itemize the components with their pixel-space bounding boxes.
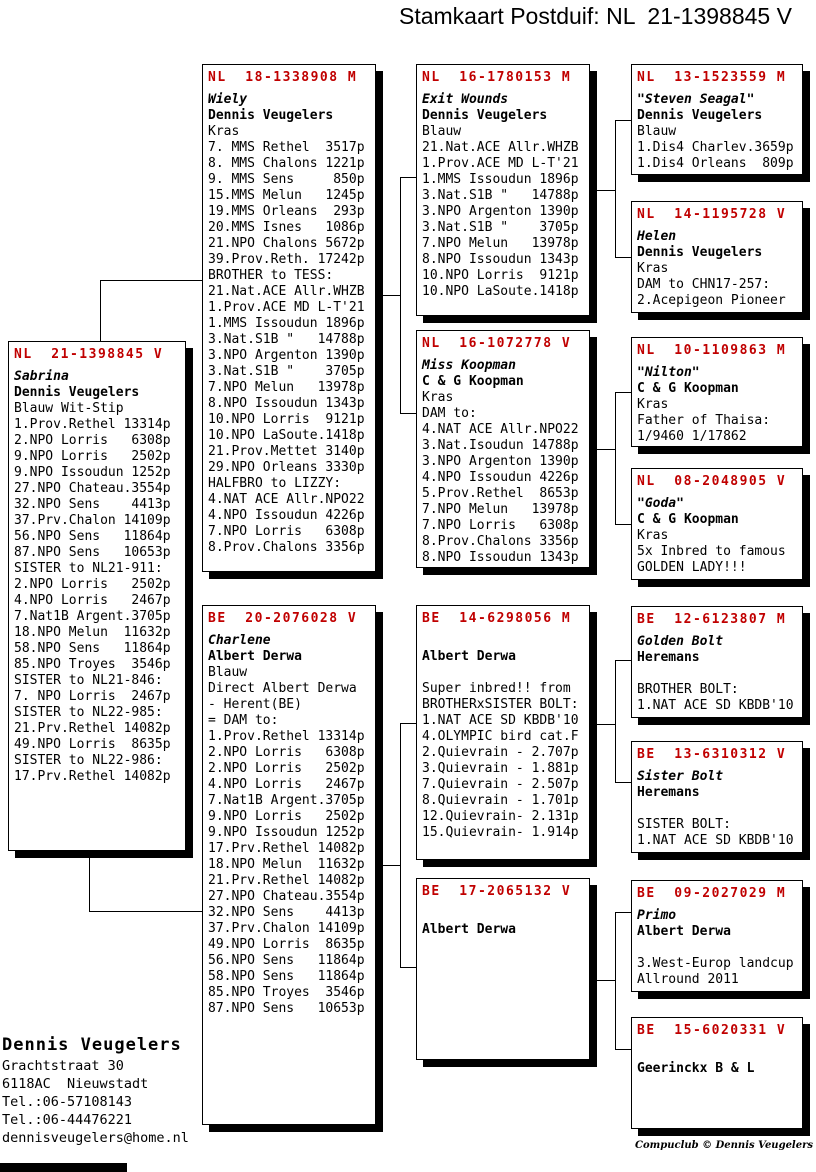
pedigree-box-dam-dam [416,878,590,1060]
pedigree-line: 4.NAT ACE Allr.NPO22 [422,422,579,437]
pedigree-line: 3.Quievrain - 1.881p [422,761,579,776]
connector-line [376,295,400,296]
pedigree-line: 1.NAT ACE SD KBDB'10 [637,833,794,848]
connector-line [615,660,616,783]
pedigree-line: Kras [637,528,669,543]
pedigree-line: 7.NPO Lorris 6308p [208,524,365,539]
pedigree-line: 21.Prv.Rethel 14082p [208,873,365,888]
pedigree-box-sire-sire [416,64,590,316]
pedigree-line: Kras [637,397,669,412]
pedigree-box-sire-dam [416,330,590,568]
ring-number: NL 13-1523559 M [637,70,787,85]
pedigree-line: SISTER BOLT: [637,817,731,832]
pedigree-line: 3.Nat.Isoudun 14788p [422,438,579,453]
pedigree-line: 15.MMS Melun 1245p [208,188,365,203]
pedigree-box-ds-dam [631,741,803,853]
pedigree-line: 8.NPO Issoudun 1343p [208,396,365,411]
pedigree-line: 49.NPO Lorris 8635p [208,937,365,952]
page-title: Stamkaart Postduif: NL 21-1398845 V [399,3,792,29]
pigeon-owner: Heremans [637,650,700,665]
pedigree-line: 7. MMS Rethel 3517p [208,140,365,155]
pigeon-name: Golden Bolt [637,634,724,649]
pedigree-line: 5.Prov.Rethel 8653p [422,486,579,501]
pigeon-owner: Dennis Veugelers [14,385,140,400]
pedigree-line: 32.NPO Sens 4413p [208,905,365,920]
pedigree-line: 4.NPO Issoudun 4226p [422,470,579,485]
pigeon-name: Primo [637,908,677,923]
pedigree-line: 27.NPO Chateau.3554p [14,481,171,496]
pedigree-line: SISTER to NL22-985: [14,705,163,720]
pigeon-owner: Albert Derwa [208,649,302,664]
connector-line [615,257,631,258]
pedigree-line: 3.Nat.S1B " 14788p [422,188,579,203]
ring-number: NL 14-1195728 V [637,207,787,222]
pedigree-line: 9.NPO Issoudun 1252p [208,825,365,840]
contact-line: Tel.:06-57108143 [2,1094,133,1110]
pedigree-line: 7.NPO Melun 13978p [422,236,579,251]
connector-line [615,912,631,913]
pedigree-line: Blauw Wit-Stip [14,401,124,416]
pedigree-line: 1.Prov.ACE MD L-T'21 [422,156,579,171]
pedigree-line: 1/9460 1/17862 [637,429,747,444]
pedigree-line: 56.NPO Sens 11864p [14,529,171,544]
pedigree-line: 9.NPO Lorris 2502p [208,809,365,824]
pedigree-line [637,801,797,817]
connector-line [590,449,615,450]
pedigree-line: 7.NPO Lorris 6308p [422,518,579,533]
ring-number: NL 16-1072778 V [422,336,572,351]
pedigree-line: 21.NPO Chalons 5672p [208,236,365,251]
ring-number: NL 21-1398845 V [14,347,164,362]
connector-line [615,1049,631,1050]
pedigree-line: 10.NPO LaSoute.1418p [422,284,579,299]
pedigree-line: 1.NAT ACE SD KBDB'10 [422,713,579,728]
pedigree-line: 21.Nat.ACE Allr.WHZB [208,284,365,299]
pigeon-name [422,906,584,922]
pedigree-line: 5x Inbred to famous [637,544,786,559]
pedigree-line: Blauw [637,124,677,139]
connector-line [615,912,616,1050]
pedigree-line: SISTER to NL21-911: [14,561,163,576]
connector-line [400,967,416,968]
pedigree-line: Kras [637,261,669,276]
connector-line [590,190,615,191]
pedigree-box-ss-dam [631,201,803,313]
ring-number: BE 12-6123807 M [637,612,787,627]
pigeon-owner: Albert Derwa [422,649,516,664]
pedigree-line: 87.NPO Sens 10653p [14,545,171,560]
pigeon-owner: Albert Derwa [637,924,731,939]
ring-number: BE 13-6310312 V [637,747,787,762]
pedigree-line: Kras [208,124,240,139]
pedigree-line: Blauw [208,665,248,680]
pedigree-line: 1.Prov.Rethel 13314p [14,417,171,432]
pigeon-name: "Nilton" [637,365,700,380]
connector-line [615,660,631,661]
contact-line: dennisveugelers@home.nl [2,1130,189,1146]
pedigree-line: 32.NPO Sens 4413p [14,497,171,512]
connector-line [376,865,400,866]
connector-line [100,280,101,341]
pedigree-line: Direct Albert Derwa [208,681,357,696]
pedigree-line: 85.NPO Troyes 3546p [208,985,365,1000]
pedigree-line: 1.Dis4 Orleans 809p [637,156,794,171]
pedigree-line: 4.NAT ACE Allr.NPO22 [208,492,365,507]
pigeon-owner: C & G Koopman [637,512,739,527]
pedigree-line: 20.MMS Isnes 1086p [208,220,365,235]
pigeon-owner: Dennis Veugelers [637,108,763,123]
pedigree-line: 1.Prov.ACE MD L-T'21 [208,300,365,315]
pigeon-owner: Dennis Veugelers [422,108,548,123]
pedigree-line: 21.Prv.Rethel 14082p [14,721,171,736]
pedigree-box-sire [202,64,376,572]
connector-line [590,724,615,725]
pedigree-line: 3.NPO Argenton 1390p [208,348,365,363]
pedigree-line: BROTHER to TESS: [208,268,334,283]
pedigree-line: 2.NPO Lorris 2502p [208,761,365,776]
connector-line [615,392,631,393]
pedigree-line: Allround 2011 [637,972,739,987]
pedigree-line: BROTHER BOLT: [637,682,739,697]
ring-number: BE 15-6020331 V [637,1023,787,1038]
pedigree-line [637,666,797,682]
ring-number: BE 20-2076028 V [208,611,358,626]
pedigree-box-dd-dam [631,1017,803,1129]
pigeon-owner: Albert Derwa [422,922,516,937]
pedigree-line: 2.NPO Lorris 6308p [14,433,171,448]
pedigree-line: 10.NPO Lorris 9121p [208,412,365,427]
pedigree-line: = DAM to: [208,713,279,728]
pedigree-box-subject [8,341,186,851]
pedigree-line: 27.NPO Chateau.3554p [208,889,365,904]
pedigree-line: 39.Prov.Reth. 17242p [208,252,365,267]
pigeon-owner: Heremans [637,785,700,800]
ring-number: BE 14-6298056 M [422,611,572,626]
contact-line: Tel.:06-44476221 [2,1112,133,1128]
pedigree-line: 7.Nat1B Argent.3705p [14,609,171,624]
pedigree-line: Blauw [422,124,462,139]
ring-number: NL 18-1338908 M [208,70,358,85]
pedigree-line: 3.Nat.S1B " 3705p [208,364,365,379]
pedigree-line: 7.Nat1B Argent.3705p [208,793,365,808]
pedigree-box-ds-sire [631,606,803,718]
pedigree-line: 4.NPO Lorris 2467p [208,777,365,792]
pedigree-line: 3.NPO Argenton 1390p [422,204,579,219]
pigeon-name: Wiely [208,92,248,107]
pedigree-box-sd-sire [631,337,803,447]
pedigree-line: 10.NPO LaSoute.1418p [208,428,365,443]
pedigree-line: 9.NPO Issoudun 1252p [14,465,171,480]
pedigree-line: DAM to: [422,406,477,421]
ring-number: BE 17-2065132 V [422,884,572,899]
pigeon-name: Exit Wounds [422,92,509,107]
connector-line [615,524,631,525]
pigeon-name: Miss Koopman [422,358,516,373]
connector-line [615,392,616,525]
pedigree-line: 8.NPO Issoudun 1343p [422,252,579,267]
pigeon-owner: Dennis Veugelers [637,245,763,260]
pedigree-line: 18.NPO Melun 11632p [208,857,365,872]
connector-line [615,120,631,121]
pigeon-owner: C & G Koopman [422,374,524,389]
pigeon-name: Helen [637,229,677,244]
pedigree-box-dam [202,605,376,1125]
pedigree-line: 85.NPO Troyes 3546p [14,657,171,672]
pedigree-line: Father of Thaisa: [637,413,771,428]
pedigree-line: - Herent(BE) [208,697,302,712]
pedigree-line: 1.MMS Issoudun 1896p [208,316,365,331]
pedigree-line: 58.NPO Sens 11864p [208,969,365,984]
pedigree-line: 3.Nat.S1B " 3705p [422,220,579,235]
pedigree-line: SISTER to NL22-986: [14,753,163,768]
pedigree-line: 2.NPO Lorris 6308p [208,745,365,760]
pedigree-line: 7.Quievrain - 2.507p [422,777,579,792]
pigeon-owner: Geerinckx B & L [637,1061,755,1076]
pedigree-line: 1.MMS Issoudun 1896p [422,172,579,187]
connector-line [400,177,401,414]
pedigree-line: DAM to CHN17-257: [637,277,771,292]
connector-line [400,413,416,414]
pedigree-line [422,665,584,681]
pedigree-line: 9. MMS Sens 850p [208,172,365,187]
pedigree-line: 49.NPO Lorris 8635p [14,737,171,752]
pedigree-line: 7. NPO Lorris 2467p [14,689,171,704]
connector-line [615,782,631,783]
pedigree-box-ss-sire [631,64,803,175]
ring-number: NL 08-2048905 V [637,474,787,489]
pedigree-line: 8.Quievrain - 1.701p [422,793,579,808]
connector-line [89,851,90,911]
pedigree-line [637,940,797,956]
pedigree-line: 7.NPO Melun 13978p [208,380,365,395]
pedigree-line: 1.Dis4 Charlev.3659p [637,140,794,155]
pedigree-line: 15.Quievrain- 1.914p [422,825,579,840]
pedigree-box-sd-dam [631,468,803,580]
pedigree-line: 2.Acepigeon Pioneer [637,293,786,308]
connector-line [400,723,401,968]
pedigree-line: HALFBRO to LIZZY: [208,476,342,491]
pedigree-line: BROTHERxSISTER BOLT: [422,697,579,712]
pedigree-line: 2.Quievrain - 2.707p [422,745,579,760]
pedigree-line: 8.NPO Issoudun 1343p [422,550,579,565]
pigeon-name: Sabrina [14,369,69,384]
pedigree-line: 12.Quievrain- 2.131p [422,809,579,824]
connector-line [400,177,416,178]
pedigree-line: 17.Prv.Rethel 14082p [208,841,365,856]
pedigree-line: 4.OLYMPIC bird cat.F [422,729,579,744]
pedigree-line: 1.NAT ACE SD KBDB'10 [637,698,794,713]
pigeon-name [422,633,584,649]
pedigree-line: Super inbred!! from [422,681,571,696]
pedigree-line: 4.NPO Issoudun 4226p [208,508,365,523]
pedigree-line: 4.NPO Lorris 2467p [14,593,171,608]
connector-line [100,280,202,281]
pigeon-name: "Steven Seagal" [637,92,755,107]
bottom-bar [0,1163,127,1172]
pigeon-owner: C & G Koopman [637,381,739,396]
pedigree-line: 17.Prv.Rethel 14082p [14,769,171,784]
pedigree-line: 87.NPO Sens 10653p [208,1001,365,1016]
pedigree-line: 8.Prov.Chalons 3356p [422,534,579,549]
connector-line [89,911,202,912]
contact-line: Grachtstraat 30 [2,1058,124,1074]
pedigree-line: 21.Prov.Mettet 3140p [208,444,365,459]
connector-line [590,980,615,981]
pedigree-line: GOLDEN LADY!!! [637,560,747,575]
pedigree-line: 2.NPO Lorris 2502p [14,577,171,592]
pedigree-line: 19.MMS Orleans 293p [208,204,365,219]
pedigree-line: 8.Prov.Chalons 3356p [208,540,365,555]
pedigree-line: 1.Prov.Rethel 13314p [208,729,365,744]
pedigree-line: SISTER to NL21-846: [14,673,163,688]
pedigree-line: 37.Prv.Chalon 14109p [208,921,365,936]
pedigree-line: 9.NPO Lorris 2502p [14,449,171,464]
connector-line [400,723,416,724]
pedigree-line: 3.NPO Argenton 1390p [422,454,579,469]
contact-block [2,1033,189,1147]
pedigree-line: 7.NPO Melun 13978p [422,502,579,517]
pigeon-name: Charlene [208,633,271,648]
pedigree-line: 37.Prv.Chalon 14109p [14,513,171,528]
connector-line [615,120,616,258]
contact-line: 6118AC Nieuwstadt [2,1076,149,1092]
pedigree-line: 29.NPO Orleans 3330p [208,460,365,475]
pedigree-line: 3.Nat.S1B " 14788p [208,332,365,347]
pedigree-line: 10.NPO Lorris 9121p [422,268,579,283]
pedigree-line: 58.NPO Sens 11864p [14,641,171,656]
pedigree-box-dam-sire [416,605,590,860]
pigeon-owner: Dennis Veugelers [208,108,334,123]
pigeon-name: Sister Bolt [637,769,724,784]
pedigree-line: 56.NPO Sens 11864p [208,953,365,968]
pigeon-name: "Goda" [637,496,684,511]
ring-number: NL 10-1109863 M [637,343,787,358]
contact-name: Dennis Veugelers [2,1035,182,1055]
ring-number: BE 09-2027029 M [637,886,787,901]
pigeon-name [637,1045,797,1061]
ring-number: NL 16-1780153 M [422,70,572,85]
pedigree-line: Kras [422,390,454,405]
pedigree-box-dd-sire [631,880,803,992]
pedigree-line: 3.West-Europ landcup [637,956,794,971]
footer-credit: Compuclub © Dennis Veugelers [635,1140,813,1151]
pedigree-line: 21.Nat.ACE Allr.WHZB [422,140,579,155]
pedigree-line: 18.NPO Melun 11632p [14,625,171,640]
pedigree-line: 8. MMS Chalons 1221p [208,156,365,171]
